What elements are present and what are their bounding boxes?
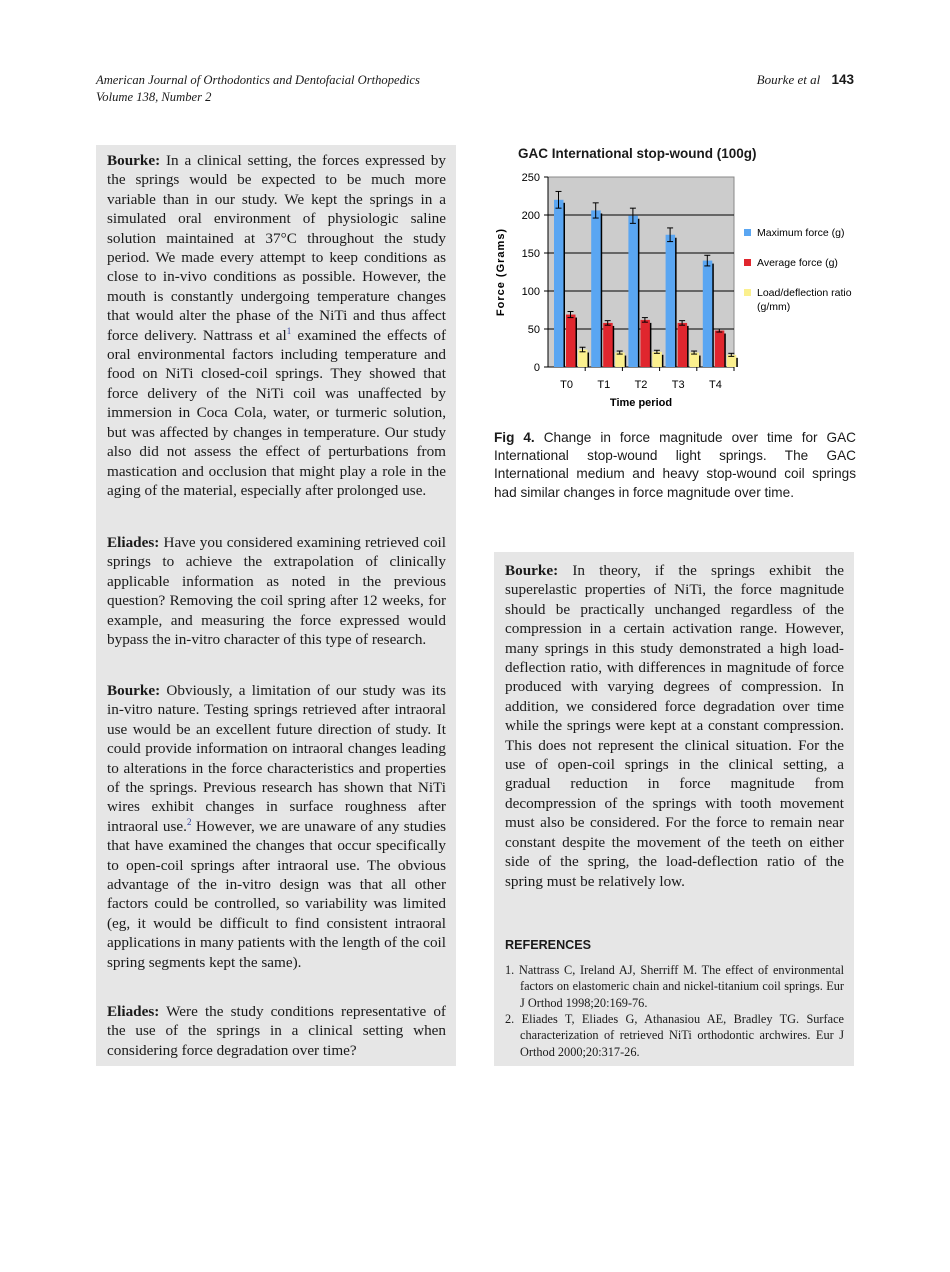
reference-item: 2. Eliades T, Eliades G, Athanasiou AE, Bradley TG. Surface characterization of retrieved NiTi orthodontic archwires. Eur J Orthod 2000;20:317-26. (505, 1012, 844, 1059)
bar-maximum-t2 (628, 216, 638, 367)
x-axis-label: Time period (609, 397, 673, 409)
x-tick-label: T0 (560, 379, 574, 391)
x-tick-label: T4 (708, 379, 722, 391)
discussion-paragraph: Eliades: Were the study conditions representative of the use of the springs in a clinical setting when considering force degradation over time? (107, 1003, 446, 1059)
speaker-label: Bourke: (505, 562, 559, 579)
legend-swatch (744, 229, 751, 236)
running-header-left (96, 72, 420, 106)
bar-maximum-t3 (666, 235, 676, 367)
bar-average-t0 (566, 315, 576, 367)
running-header-right (757, 72, 854, 88)
running-authors: Bourke et al (756, 72, 821, 87)
references-heading: REFERENCES (505, 938, 592, 952)
y-tick-label: 250 (521, 172, 540, 184)
legend-label: (g/mm) (757, 301, 791, 313)
citation-link[interactable]: 2 (186, 816, 192, 827)
bar-maximum-t4 (703, 261, 713, 367)
bar-maximum-t0 (554, 200, 564, 367)
figure-4-chart (494, 144, 864, 414)
figure-label: Fig 4. (494, 430, 535, 445)
speaker-label: Eliades: (107, 1003, 160, 1020)
right-discussion-box (494, 552, 854, 1066)
bar-maximum-t1 (591, 210, 601, 367)
page-number: 143 (831, 72, 854, 87)
y-tick-label: 50 (527, 324, 540, 336)
legend-swatch (744, 289, 751, 296)
legend-label: Load/deflection ratio (757, 287, 852, 299)
legend-label: Maximum force (g) (757, 227, 845, 239)
y-tick-label: 150 (521, 248, 540, 260)
journal-volume: Volume 138, Number 2 (96, 90, 212, 104)
bar-loaddeflection-t1 (615, 353, 625, 367)
citation-link[interactable]: 1 (286, 325, 292, 336)
x-tick-label: T2 (634, 379, 648, 391)
discussion-paragraph: Bourke: In theory, if the springs exhibit the superelastic properties of NiTi, the force magnitude should be practically unchanged regardless of the compression in a certain activation range. However, many springs in this study demonstrated a high load-deflection ratio, with differences in magnitude of force produced with varying degrees of compression. In addition, we considered force degradation over time while the springs were kept at a constant compression. This does not represent the clinical situation. For the use of open-coil springs in the clinical setting, a gradual reduction in force magnitude from decompression of the springs with tooth movement must also be considered. For the force to remain near constant despite the movement of the teeth on either side of the spring, the load-deflection ratio of the spring must be relatively low. (505, 562, 844, 890)
y-axis-label: Force (Grams) (495, 227, 507, 317)
bar-loaddeflection-t2 (652, 352, 662, 367)
x-tick-label: T1 (597, 379, 611, 391)
reference-item: 1. Nattrass C, Ireland AJ, Sherriff M. The effect of environmental factors on elastomeric chain and nickel-titanium coil springs. Eur J Orthod 1998;20:169-76. (505, 963, 844, 1010)
bar-chart (494, 144, 864, 414)
legend-swatch (744, 259, 751, 266)
speaker-label: Bourke: (107, 682, 161, 699)
speaker-label: Eliades: (107, 534, 160, 551)
bar-loaddeflection-t3 (690, 353, 700, 367)
figure-caption: Fig 4. Change in force magnitude over time for GAC International stop-wound light springs. The GAC International medium and heavy stop-wound coil springs had similar changes in force magnitude over time. (494, 430, 857, 500)
left-discussion-box (96, 145, 456, 1066)
x-tick-label: T3 (671, 379, 685, 391)
bar-average-t3 (678, 323, 688, 367)
discussion-paragraph: Eliades: Have you considered examining retrieved coil springs to achieve the extrapolation of clinically applicable information as noted in the previous question? Removing the coil spring after 12 weeks, for example, and measuring the force expressed would bypass the in-vitro character of this type of research. (107, 534, 446, 649)
y-tick-label: 100 (521, 286, 540, 298)
journal-title: American Journal of Orthodontics and Dentofacial Orthopedics (96, 73, 420, 87)
chart-title: GAC International stop-wound (100g) (518, 146, 757, 161)
y-tick-label: 200 (521, 210, 540, 222)
bar-average-t1 (603, 323, 613, 367)
discussion-paragraph: Bourke: Obviously, a limitation of our study was its in-vitro nature. Testing springs retrieved after intraoral use would be an excellent future direction of study. It could provide information on intraoral changes leading to alterations in the force characteristics and properties of the springs. Previous research has shown that NiTi wires exhibit changes in surface roughness after intraoral use.$^2$ However, we are unaware of any studies that have examined the changes that occur specifically to open-coil springs after intraoral use. The obvious advantage of the in-vitro design was that all other factors could be controlled, so variability was limited (eg, it would be difficult to find consistent intraoral applications in many patients with the length of the coil spring segments kept the same). (107, 682, 446, 971)
discussion-paragraph: Bourke: In a clinical setting, the forces expressed by the springs would be expected to be much more variable than in our study. We kept the springs in a simulated oral environment of physiologic saline solution maintained at 37°C throughout the study period. We made every attempt to keep conditions as close to in-vivo conditions as possible. However, the mouth is constantly undergoing temperature changes that would alter the phase of the NiTi and thus affect force delivery. Nattrass et $al^1$ examined the effects of oral environmental factors including temperature and food on NiTi closed-coil springs. They showed that force delivery of the NiTi coil was unaffected by immersion in Coca Cola, water, or turmeric solution, but was affected by changes in temperature. Our study also did not assess the effect of perturbations from mastication and occlusion that might play a role in the aging of the material, especially after prolonged use. (107, 152, 447, 499)
bar-average-t4 (715, 331, 725, 367)
legend-label: Average force (g) (757, 257, 838, 269)
y-tick-label: 0 (533, 362, 540, 374)
speaker-label: Bourke: (107, 152, 161, 169)
bar-average-t2 (640, 320, 650, 367)
